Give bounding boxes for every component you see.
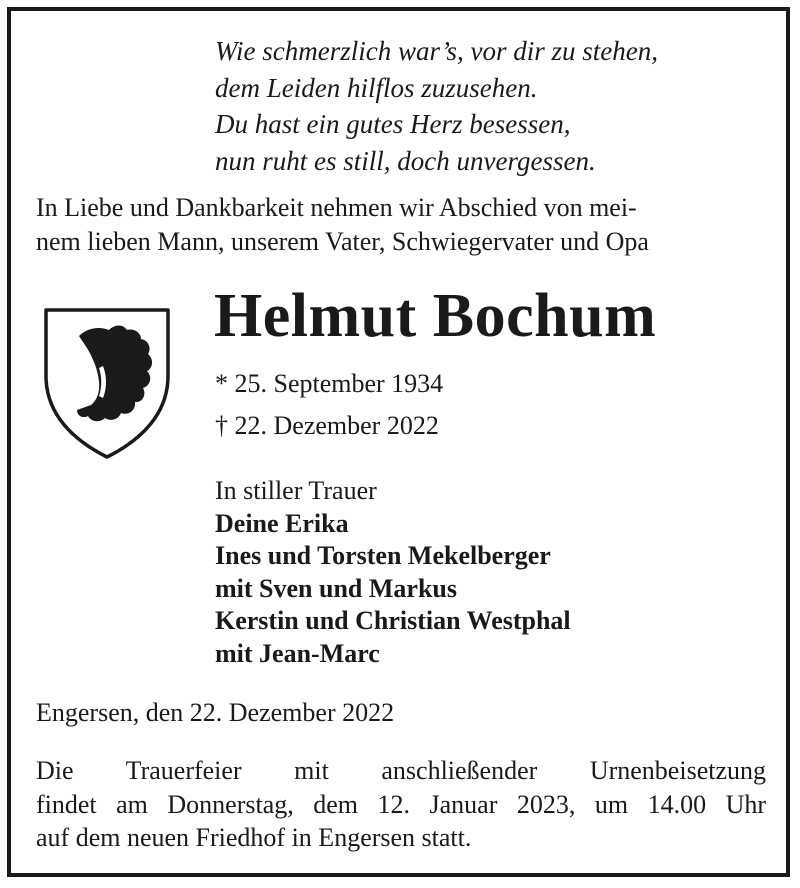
poem-line: dem Leiden hilflos zuzusehen. (215, 72, 538, 103)
service-info (36, 754, 766, 855)
mourner-line: mit Sven und Markus (215, 573, 457, 603)
poem-line: Wie schmerzlich war’s, vor dir zu stehen, (215, 36, 658, 66)
birth-date: * 25. September 1934 (215, 369, 444, 398)
life-dates (215, 363, 443, 447)
place-date: Engersen, den 22. Dezember 2022 (36, 698, 395, 727)
intro-line: nem lieben Mann, unserem Vater, Schwiegervater und Opa (36, 227, 649, 256)
mourner-line: mit Jean-Marc (215, 638, 380, 668)
mourner-line: Ines und Torsten Mekelberger (215, 541, 551, 570)
mourners-block (215, 475, 571, 670)
mourners-heading: In stiller Trauer (215, 476, 377, 505)
intro-line: In Liebe und Dankbarkeit nehmen wir Abschied von mei- (36, 193, 637, 222)
service-line: Die Trauerfeier mit anschließender Urnenbeisetzung (36, 756, 766, 785)
intro-text (36, 191, 766, 259)
coat-of-arms-icon (43, 306, 171, 460)
mourner-line: Kerstin und Christian Westphal (215, 606, 571, 635)
poem-line: Du hast ein gutes Herz besessen, (215, 109, 571, 139)
mourner-line: Deine Erika (215, 508, 349, 538)
service-line: auf dem neuen Friedhof in Engersen statt. (36, 823, 472, 852)
deceased-name: Helmut Bochum (214, 282, 657, 350)
death-date: † 22. Dezember 2022 (215, 411, 439, 440)
service-line: findet am Donnerstag, dem 12. Januar 2023, um 14.00 Uhr (36, 789, 766, 819)
poem-line: nun ruht es still, doch unvergessen. (215, 145, 596, 176)
poem (215, 33, 658, 179)
